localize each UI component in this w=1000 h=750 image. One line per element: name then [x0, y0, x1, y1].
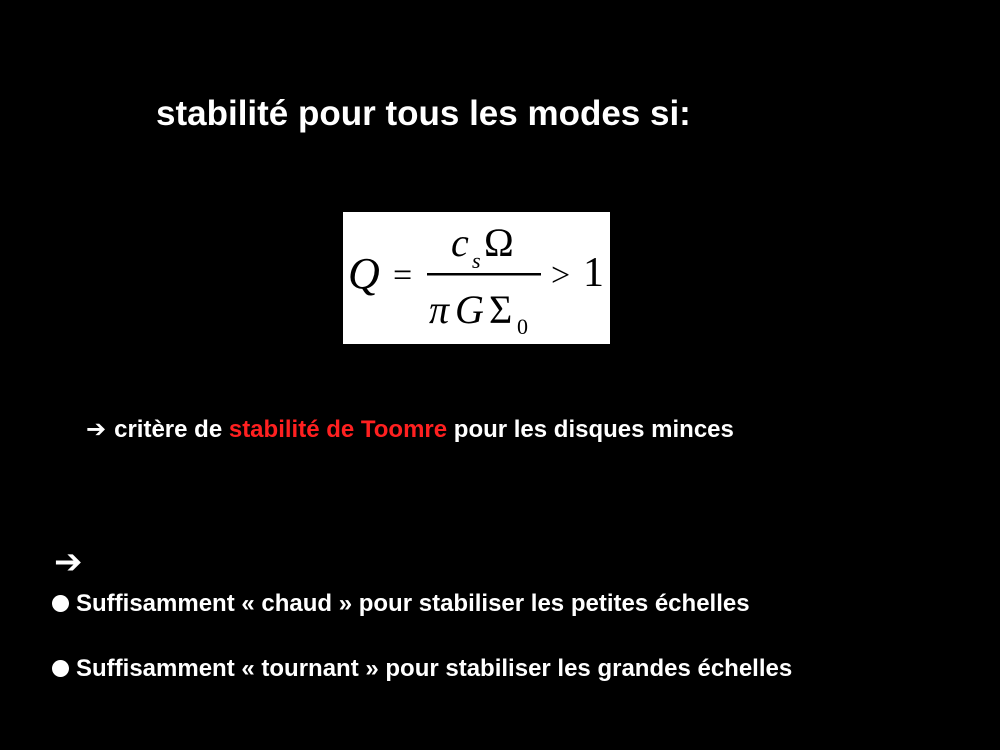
bullet-item: [52, 590, 750, 618]
formula-q: Q: [348, 249, 380, 298]
bullet-item: [52, 655, 792, 683]
arrow-icon: ➔: [54, 543, 83, 581]
toomre-formula: [343, 212, 610, 344]
formula-greater-than: >: [551, 257, 571, 294]
formula-c-subscript: s: [472, 248, 481, 273]
criterion-prefix: critère de: [114, 416, 229, 443]
slide-title: stabilité pour tous les modes si:: [156, 94, 691, 133]
arrow-icon: ➔: [86, 416, 107, 443]
formula-sigma: Σ: [489, 287, 513, 332]
bullet-icon: [52, 660, 69, 677]
toomre-criterion-line: [86, 415, 734, 444]
bullet-text: Suffisamment « chaud » pour stabiliser les petites échelles: [76, 590, 750, 617]
formula-g: G: [455, 287, 484, 332]
formula-pi: π: [429, 287, 450, 332]
fraction-bar: [427, 273, 541, 276]
formula-c: c: [451, 220, 469, 265]
formula-omega: Ω: [484, 220, 514, 265]
formula-one: 1: [583, 250, 604, 296]
criterion-highlight: stabilité de Toomre: [228, 416, 448, 443]
formula-sigma-subscript: 0: [517, 314, 528, 339]
criterion-suffix: pour les disques minces: [447, 416, 734, 443]
bullet-icon: [52, 595, 69, 612]
bullet-text: Suffisamment « tournant » pour stabiliser les grandes échelles: [76, 655, 793, 682]
formula-equals: =: [393, 257, 413, 294]
formula-svg: [343, 212, 610, 344]
